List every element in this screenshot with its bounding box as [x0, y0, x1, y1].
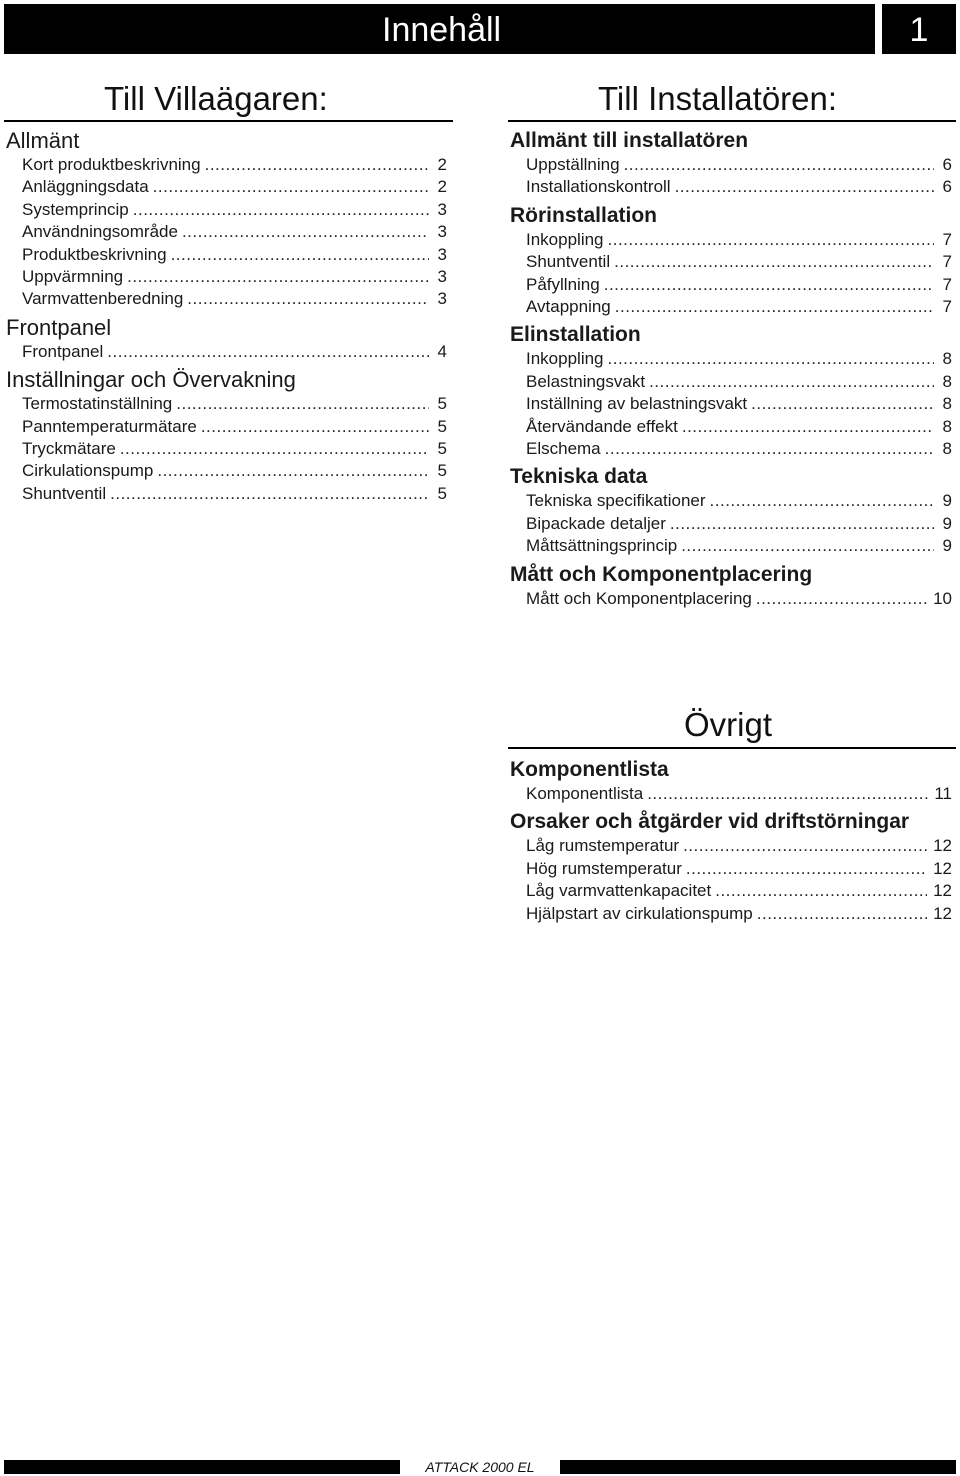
- toc-entry[interactable]: [6, 266, 447, 288]
- toc-entry[interactable]: [510, 348, 952, 370]
- right-title-rule: [508, 120, 956, 122]
- toc-entry[interactable]: [510, 176, 952, 198]
- toc-entry-label: Återvändande effekt: [526, 416, 678, 436]
- right-column-title: Till Installatören:: [598, 80, 838, 117]
- toc-entry[interactable]: [6, 221, 447, 243]
- toc-entry-page: 9: [942, 513, 952, 533]
- toc-entry-page: 7: [942, 274, 952, 294]
- toc-dot-leader: [608, 229, 934, 251]
- toc-dot-leader: [682, 416, 934, 438]
- toc-right: [510, 124, 952, 610]
- toc-dot-leader: [133, 199, 429, 221]
- toc-entry[interactable]: [510, 438, 952, 460]
- toc-entry-label: Tryckmätare: [22, 439, 116, 459]
- toc-entry[interactable]: [6, 154, 447, 176]
- toc-entry-label: Uppställning: [526, 155, 620, 174]
- toc-entry[interactable]: [510, 229, 952, 251]
- toc-entry[interactable]: [510, 371, 952, 393]
- toc-entry-label: Varmvattenberedning: [22, 289, 184, 309]
- toc-entry-page: 8: [942, 394, 952, 414]
- toc-entry[interactable]: [510, 588, 952, 610]
- toc-entry-label: Anläggningsdata: [22, 177, 149, 197]
- toc-entry-label: Påfyllning: [526, 274, 600, 294]
- toc-entry-page: 5: [437, 461, 447, 481]
- toc-entry[interactable]: [6, 416, 447, 438]
- toc-entry-label: Belastningsvakt: [526, 371, 646, 391]
- toc-entry[interactable]: [6, 176, 447, 198]
- toc-section-heading: Allmänt till installatören: [510, 129, 749, 152]
- toc-entry-page: 11: [934, 784, 952, 803]
- toc-entry-page: 8: [942, 371, 952, 391]
- toc-entry-label: Låg varmvattenkapacitet: [526, 881, 712, 901]
- toc-entry-label: Inkoppling: [526, 229, 604, 249]
- toc-entry-label: Inkoppling: [526, 349, 604, 369]
- toc-entry-page: 12: [933, 903, 952, 923]
- toc-entry-page: 3: [437, 199, 447, 219]
- toc-entry-page: 3: [437, 289, 447, 309]
- toc-entry-page: 3: [437, 222, 447, 242]
- page-title: Innehåll: [382, 11, 502, 49]
- toc-entry[interactable]: [510, 393, 952, 415]
- toc-section-heading: Mått och Komponentplacering: [510, 562, 813, 586]
- toc-entry-page: 3: [437, 244, 447, 264]
- toc-entry[interactable]: [510, 535, 952, 557]
- toc-section-heading: Inställningar och Övervakning: [6, 367, 296, 393]
- toc-entry-page: 5: [437, 439, 447, 459]
- toc-entry-page: 2: [437, 177, 447, 197]
- toc-entry[interactable]: [6, 341, 447, 363]
- toc-dot-leader: [670, 513, 934, 535]
- toc-dot-leader: [751, 393, 934, 415]
- toc-dot-leader: [176, 393, 429, 415]
- other-column-title: Övrigt: [684, 706, 773, 743]
- toc-dot-leader: [715, 880, 927, 902]
- toc-dot-leader: [756, 588, 927, 610]
- toc-dot-leader: [201, 416, 429, 438]
- toc-entry[interactable]: [510, 835, 952, 857]
- toc-entry[interactable]: [510, 274, 952, 296]
- toc-entry-label: Kort produktbeskrivning: [22, 155, 201, 174]
- toc-dot-leader: [605, 438, 934, 460]
- toc-entry[interactable]: [6, 244, 447, 266]
- toc-entry[interactable]: [6, 438, 447, 460]
- toc-section-heading: Tekniska data: [510, 465, 648, 489]
- left-title-rule: [4, 120, 453, 122]
- toc-entry-page: 9: [942, 536, 952, 556]
- toc-dot-leader: [205, 154, 429, 176]
- toc-entry-page: 12: [933, 881, 952, 901]
- toc-entry-label: Systemprincip: [22, 199, 129, 219]
- toc-entry-label: Produktbeskrivning: [22, 244, 167, 264]
- toc-entry-page: 5: [437, 416, 447, 436]
- toc-entry[interactable]: [510, 513, 952, 535]
- toc-entry-page: 12: [933, 858, 952, 878]
- toc-entry[interactable]: [510, 296, 952, 318]
- toc-dot-leader: [649, 371, 934, 393]
- toc-dot-leader: [757, 903, 927, 925]
- toc-entry[interactable]: [510, 490, 952, 512]
- toc-entry-page: 10: [933, 588, 952, 608]
- footer-label: ATTACK 2000 EL: [400, 1458, 560, 1474]
- toc-dot-leader: [107, 341, 429, 363]
- toc-dot-leader: [187, 288, 429, 310]
- toc-entry-label: Komponentlista: [526, 784, 644, 803]
- toc-dot-leader: [710, 490, 934, 512]
- toc-entry-label: Panntemperaturmätare: [22, 416, 197, 436]
- toc-dot-leader: [615, 296, 934, 318]
- toc-entry-label: Shuntventil: [22, 483, 107, 503]
- toc-other: [510, 753, 952, 925]
- toc-entry-label: Uppvärmning: [22, 267, 124, 287]
- toc-dot-leader: [120, 438, 429, 460]
- toc-entry-label: Tekniska specifikationer: [526, 491, 706, 511]
- toc-entry[interactable]: [510, 858, 952, 880]
- toc-entry-label: Shuntventil: [526, 252, 611, 272]
- toc-section-heading: Elinstallation: [510, 323, 641, 347]
- header: [4, 4, 875, 54]
- toc-entry[interactable]: [6, 393, 447, 415]
- toc-entry[interactable]: [6, 460, 447, 482]
- toc-dot-leader: [681, 535, 934, 557]
- toc-dot-leader: [614, 251, 934, 273]
- toc-entry-label: Inställning av belastningsvakt: [526, 394, 748, 414]
- toc-entry-page: 5: [437, 394, 447, 414]
- toc-dot-leader: [624, 154, 934, 176]
- toc-entry[interactable]: [510, 251, 952, 273]
- toc-dot-leader: [604, 274, 934, 296]
- toc-entry-page: 8: [942, 416, 952, 436]
- toc-entry-label: Låg rumstemperatur: [526, 836, 680, 856]
- toc-dot-leader: [110, 483, 429, 505]
- toc-entry-page: 7: [942, 297, 952, 317]
- toc-dot-leader: [153, 176, 429, 198]
- other-title-rule: [508, 747, 956, 749]
- toc-entry-page: 3: [437, 267, 447, 287]
- toc-entry-label: Termostatinställning: [22, 394, 173, 414]
- page-number-box: [882, 4, 956, 54]
- left-column-title: Till Villaägaren:: [104, 80, 328, 117]
- toc-section-heading: Komponentlista: [510, 758, 669, 781]
- toc-entry-label: Bipackade detaljer: [526, 513, 666, 533]
- toc-entry-page: 8: [942, 439, 952, 459]
- toc-left: [6, 124, 447, 505]
- toc-entry-page: 7: [942, 252, 952, 272]
- toc-entry[interactable]: [510, 416, 952, 438]
- toc-section-heading: Frontpanel: [6, 314, 112, 340]
- toc-entry-label: Elschema: [526, 439, 601, 459]
- toc-dot-leader: [171, 244, 429, 266]
- toc-entry-page: 4: [437, 341, 447, 361]
- toc-dot-leader: [182, 221, 429, 243]
- toc-entry[interactable]: [6, 288, 447, 310]
- toc-entry-page: 5: [437, 483, 447, 503]
- toc-entry[interactable]: [510, 880, 952, 902]
- toc-entry[interactable]: [6, 483, 447, 505]
- toc-section-heading: Allmänt: [6, 128, 80, 153]
- toc-entry-label: Hög rumstemperatur: [526, 858, 682, 878]
- toc-dot-leader: [686, 858, 927, 880]
- toc-dot-leader: [647, 783, 928, 805]
- toc-entry-page: 6: [942, 177, 952, 197]
- toc-entry-label: Frontpanel: [22, 341, 104, 361]
- toc-entry[interactable]: [510, 903, 952, 925]
- toc-entry-label: Installationskontroll: [526, 177, 671, 197]
- toc-entry-label: Mått och Komponentplacering: [526, 588, 752, 608]
- toc-entry-page: 7: [942, 229, 952, 249]
- toc-entry[interactable]: [510, 783, 952, 805]
- toc-entry-label: Avtappning: [526, 297, 611, 317]
- toc-entry[interactable]: [510, 154, 952, 176]
- toc-entry-page: 2: [437, 155, 447, 174]
- page-number: 1: [909, 11, 929, 49]
- toc-entry-page: 9: [942, 491, 952, 511]
- toc-section-heading: Orsaker och åtgärder vid driftstörningar: [510, 810, 910, 834]
- toc-dot-leader: [608, 348, 934, 370]
- toc-entry-label: Hjälpstart av cirkulationspump: [526, 903, 753, 923]
- toc-entry-label: Användningsområde: [22, 222, 178, 242]
- toc-entry-label: Måttsättningsprincip: [526, 536, 678, 556]
- toc-dot-leader: [157, 460, 429, 482]
- toc-dot-leader: [683, 835, 927, 857]
- toc-entry-page: 12: [933, 836, 952, 856]
- toc-dot-leader: [127, 266, 429, 288]
- toc-dot-leader: [675, 176, 934, 198]
- toc-entry-page: 6: [942, 155, 952, 174]
- toc-entry[interactable]: [6, 199, 447, 221]
- toc-section-heading: Rörinstallation: [510, 203, 658, 227]
- toc-entry-page: 8: [942, 349, 952, 369]
- toc-entry-label: Cirkulationspump: [22, 461, 154, 481]
